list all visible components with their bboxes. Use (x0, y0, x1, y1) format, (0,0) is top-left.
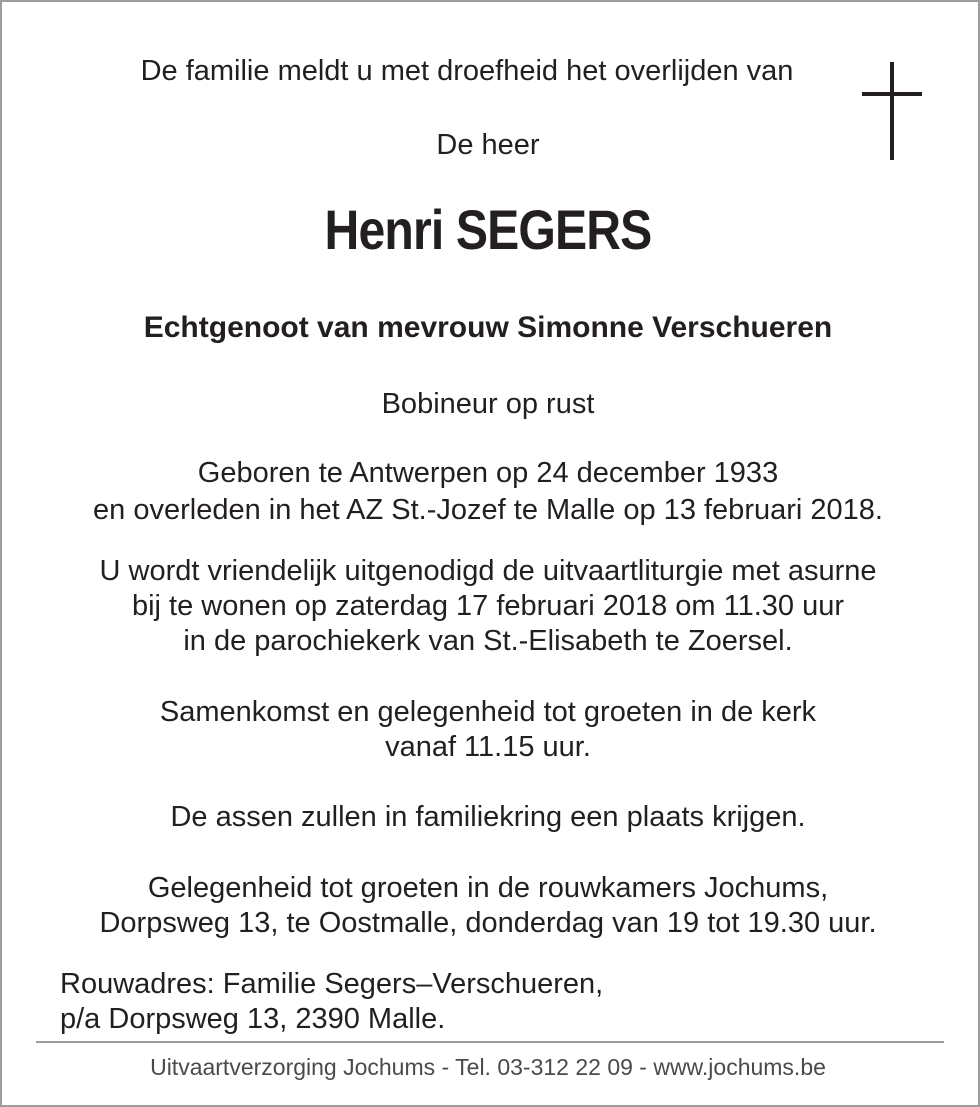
mourning-address-line: p/a Dorpsweg 13, 2390 Malle. (60, 1003, 446, 1035)
deceased-name: Henri SEGERS (324, 198, 652, 261)
footer-text: Uitvaartverzorging Jochums - Tel. 03-312 22 09 - www.jochums.be (150, 1054, 826, 1080)
birth-line: Geboren te Antwerpen op 24 december 1933 (197, 457, 779, 489)
death-line: en overleden in het AZ St.-Jozef te Malle op 13 februari 2018. (93, 494, 883, 526)
gathering-line: Samenkomst en gelegenheid tot groeten in de kerk (159, 696, 817, 728)
mourning-address-line: Rouwadres: Familie Segers–Verschueren, (60, 968, 604, 1000)
invitation-line: in de parochiekerk van St.-Elisabeth te Zoersel. (183, 625, 793, 657)
honorific-title: De heer (436, 129, 540, 161)
gathering-line: vanaf 11.15 uur. (385, 731, 591, 763)
intro-text: De familie meldt u met droefheid het overlijden van (140, 55, 794, 87)
invitation-line: U wordt vriendelijk uitgenodigd de uitvaartliturgie met asurne (99, 555, 877, 587)
visitation-line: Gelegenheid tot groeten in de rouwkamers Jochums, (147, 872, 829, 904)
ashes-line: De assen zullen in familiekring een plaats krijgen. (170, 801, 806, 833)
invitation-line: bij te wonen op zaterdag 17 februari 2018 om 11.30 uur (131, 590, 845, 622)
spouse-line: Echtgenoot van mevrouw Simonne Verschueren (143, 311, 833, 344)
occupation-line: Bobineur op rust (381, 388, 595, 420)
footer-divider (36, 1041, 944, 1043)
visitation-line: Dorpsweg 13, te Oostmalle, donderdag van 19 tot 19.30 uur. (99, 907, 877, 939)
